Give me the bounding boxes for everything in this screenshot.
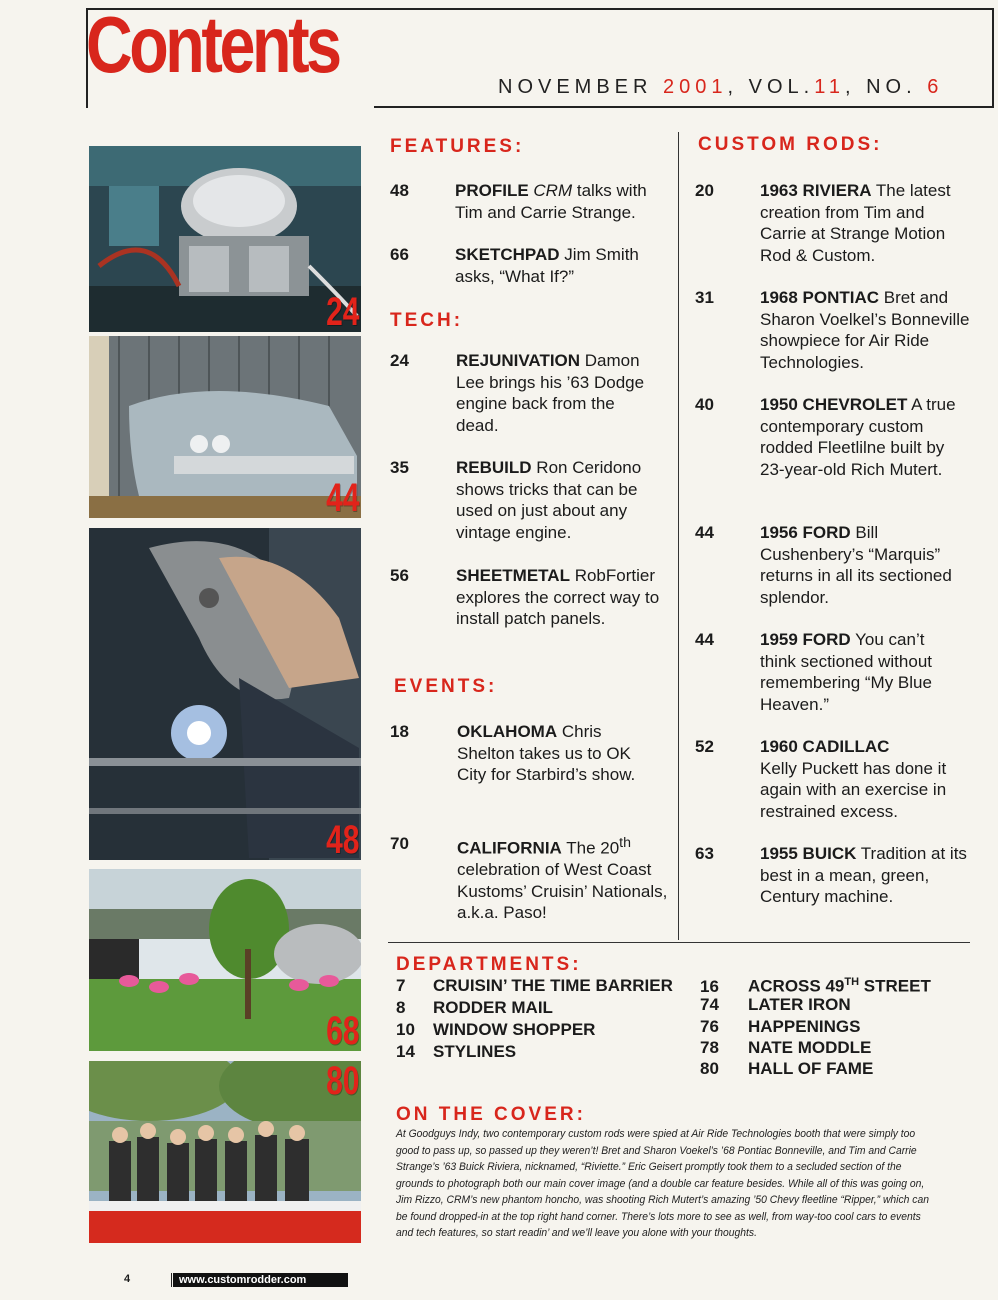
dept-page: 8 (396, 998, 406, 1017)
entry-page: 70 (390, 834, 409, 853)
dept-title: RODDER MAIL (433, 998, 553, 1017)
dept-page: 74 (700, 995, 719, 1014)
welding-photo[interactable] (89, 528, 361, 860)
dept-page: 78 (700, 1038, 719, 1057)
entry-title: REJUNIVATION (456, 351, 581, 370)
entry-desc: Chris Shelton takes us to OK City for Starbird’s show. (457, 722, 636, 784)
dept-item[interactable] (396, 997, 553, 1019)
dept-title: STYLINES (433, 1042, 517, 1061)
dept-item[interactable] (396, 1041, 516, 1063)
dept-title: CRUISIN’ THE TIME BARRIER (433, 976, 673, 995)
cover-description: At Goodguys Indy, two contemporary custom rods were spied at Air Ride Technologies booth that were simply too good to pass up, so passed up they weren’t! Bret and Sharon Voekel’s ’68 Pontiac Bonneville, and Tim and Carrie Strange’s ’63 Buick Riviera, nicknamed, “Riviette.” Eric Geisert promptly took them to a secluded section of the grounds to photograph both our main cover image (and a double car feature besides. While all of this was going on, Jim Rizzo, CRM’s new phantom honcho, was shooting Rich Mutert’s amazing ’50 Chevy fleetline “Ripper,” which can be found dropped-in at the top right hand corner. There’s lots more to see as well, from way-too cool cars to events and tech features, so start readin’ and we’ll leave you alone with your thoughts. (396, 1128, 929, 1239)
header-rule (374, 106, 994, 108)
entry-title: 1968 PONTIAC (760, 288, 880, 307)
issue-vol-label: , VOL. (727, 76, 815, 98)
entry-page: 48 (390, 181, 409, 200)
entry-page: 20 (695, 181, 714, 200)
entry-page: 18 (390, 722, 409, 741)
issue-month: NOVEMBER (498, 76, 664, 98)
entry-title: OKLAHOMA (457, 722, 558, 741)
photo-page-number: 24 (325, 290, 359, 332)
dept-page: 80 (700, 1059, 719, 1078)
cover-heading: ON THE COVER: (396, 1104, 586, 1125)
entry-page: 56 (390, 566, 409, 585)
custom-rods-heading: CUSTOM RODS: (698, 134, 883, 155)
dept-item[interactable] (700, 994, 851, 1016)
dept-item[interactable] (700, 1058, 873, 1080)
dept-page: 10 (396, 1020, 415, 1039)
entry-desc: Ron Ceridono shows tricks that can be used on just about any vintage engine. (456, 458, 642, 542)
entry-page: 63 (695, 844, 714, 863)
dept-title: HAPPENINGS (748, 1017, 861, 1036)
entry-desc: A true contemporary custom rodded Fleetlilne built by 23-year-old Rich Mutert. (760, 395, 956, 479)
dept-page: 16 (700, 976, 719, 996)
engine-photo-image (89, 146, 361, 332)
entry-title: SHEETMETAL (456, 566, 570, 585)
dept-page: 76 (700, 1017, 719, 1036)
entry-desc: Tradition at its best in a mean, green, Century machine. (760, 844, 967, 906)
page-title: Contents (86, 0, 339, 90)
entry-title: 1956 FORD (760, 523, 851, 542)
dept-sup: TH (844, 976, 860, 988)
issue-no-label: , NO. (845, 76, 928, 98)
dept-item[interactable] (700, 1016, 860, 1038)
entry-desc: Damon Lee brings his ’63 Dodge engine back from the dead. (456, 351, 645, 435)
entry-desc: You can’t think sectioned without remembering “My Blue Heaven.” (760, 630, 932, 714)
issue-volume: 11 (814, 76, 845, 98)
departments-heading: DEPARTMENTS: (396, 954, 582, 975)
entry-desc: celebration of West Coast Kustoms’ Cruisin’ Nationals, a.k.a. Paso! (457, 860, 668, 923)
tech-heading: TECH: (390, 310, 464, 331)
footer-url[interactable]: www.customrodder.com (173, 1273, 348, 1287)
entry-title: 1950 CHEVROLET (760, 395, 908, 414)
entry-title: CALIFORNIA (457, 838, 562, 858)
dept-title: HALL OF FAME (748, 1059, 874, 1078)
dept-title: WINDOW SHOPPER (433, 1020, 596, 1039)
dept-title: STREET (859, 976, 931, 996)
barn-car-photo-image (89, 336, 361, 518)
entry-page: 44 (695, 523, 714, 542)
entry-desc: RobFortier explores the correct way to install patch panels. (456, 566, 660, 628)
dept-page: 14 (396, 1042, 415, 1061)
entry-page: 31 (695, 288, 714, 307)
entry-title: SKETCHPAD (455, 245, 560, 264)
entry-page: 66 (390, 245, 409, 264)
photo-page-number: 48 (325, 818, 359, 860)
entry-title: REBUILD (456, 458, 532, 477)
photo-page-number: 80 (325, 1061, 359, 1103)
entry-page: 40 (695, 395, 714, 414)
dept-item[interactable] (396, 1019, 595, 1041)
entry-sup: th (619, 835, 631, 851)
dept-title: NATE MODDLE (748, 1038, 872, 1057)
entry-italic: CRM (533, 181, 573, 200)
entry-page: 52 (695, 737, 714, 756)
engine-photo[interactable] (89, 146, 361, 332)
entry-desc: talks with Tim and Carrie Strange. (455, 181, 647, 222)
dept-title: LATER IRON (748, 995, 851, 1014)
issue-year: 2001 (663, 76, 728, 98)
issue-line (498, 76, 943, 99)
entry-desc: Bill Cushenbery’s “Marquis” returns in all its sectioned splendor. (760, 523, 952, 607)
entry-title: 1960 CADILLAC (760, 737, 890, 756)
entry-page: 35 (390, 458, 409, 477)
entry-desc: Kelly Puckett has done it again with an exercise in restrained excess. (760, 758, 947, 821)
entry-page: 24 (390, 351, 409, 370)
entry-page: 44 (695, 630, 714, 649)
column-divider (678, 132, 679, 940)
dept-item[interactable] (700, 1037, 871, 1059)
dept-item[interactable] (396, 975, 673, 997)
entry-desc: The latest creation from Tim and Carrie at Strange Motion Rod & Custom. (760, 181, 951, 265)
group-photo-image (89, 1061, 361, 1243)
footer-page-number: 4 (90, 1273, 172, 1287)
entry-desc: Bret and Sharon Voelkel’s Bonneville showpiece for Air Ride Technologies. (760, 288, 970, 372)
flamingo-lawn-photo-image (89, 869, 361, 1051)
dept-title-pre: ACROSS 49 (748, 976, 845, 996)
photo-page-number: 68 (325, 1009, 359, 1051)
entry-title: 1959 FORD (760, 630, 851, 649)
group-photo[interactable] (89, 1061, 361, 1243)
entry-title: 1963 RIVIERA (760, 181, 872, 200)
entry-desc: Jim Smith asks, “What If?” (455, 245, 639, 286)
issue-number: 6 (927, 76, 944, 98)
entry-title: 1955 BUICK (760, 844, 857, 863)
barn-car-photo[interactable] (89, 336, 361, 518)
photo-page-number: 44 (325, 476, 359, 518)
welding-photo-image (89, 528, 361, 860)
dept-page: 7 (396, 976, 406, 995)
flamingo-lawn-photo[interactable] (89, 869, 361, 1051)
entry-title: PROFILE (455, 181, 529, 200)
entry-desc-pre: The 20 (561, 838, 620, 858)
events-heading: EVENTS: (394, 676, 498, 697)
departments-divider (388, 942, 970, 943)
features-heading: FEATURES: (390, 136, 525, 157)
